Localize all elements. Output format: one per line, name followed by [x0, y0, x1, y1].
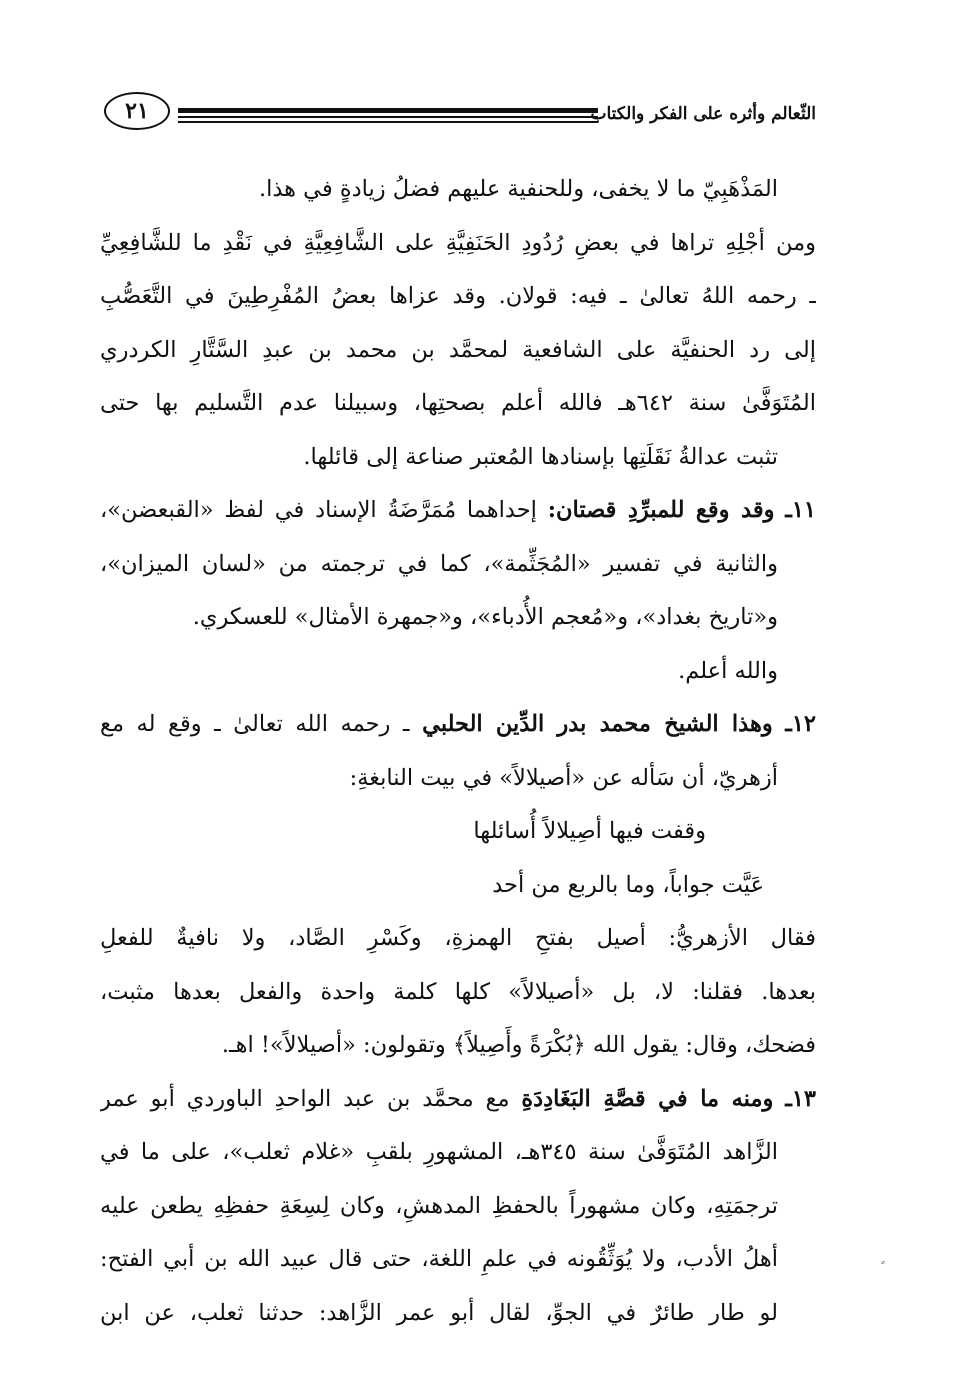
body-text — [100, 163, 816, 1340]
text-line — [100, 431, 816, 485]
item-lead: وقد وقع للمبرِّدِ قصتان: — [547, 497, 775, 523]
text-line — [100, 966, 816, 1020]
item-number: ١٢ـ — [785, 711, 816, 737]
text-line — [100, 484, 816, 538]
line-text: والله أعلم. — [678, 657, 778, 684]
text-line — [100, 1019, 816, 1073]
line-text: ـ رحمه الله تعالىٰ ـ وقع له مع — [100, 711, 410, 737]
line-text: ـ رحمه اللهُ تعالىٰ ـ فيه: قولان. وقد عزاها بعضُ المُفْرِطِينَ في التَّعَصُّبِ — [100, 283, 816, 309]
text-line — [100, 1126, 816, 1180]
text-line — [100, 1233, 816, 1287]
line-text: المَذْهَبِيّ ما لا يخفى، وللحنفية عليهم فضلُ زيادةٍ في هذا. — [258, 176, 778, 202]
text-line — [100, 805, 816, 859]
item-number: ١١ـ — [785, 497, 816, 523]
line-text: وقفت فيها أصِيلالاً أُسائلها — [473, 818, 706, 844]
page-header — [104, 88, 816, 140]
line-text: ومن أجْلِهِ تراها في بعضِ رُدُودِ الحَنَفِيَّةِ على الشَّافِعِيَّةِ في نَقْدِ ما للشَّافِعِيِّ — [100, 229, 816, 256]
line-text: لو طار طائرٌ في الجوِّ، لقال أبو عمر الزَّاهد: حدثنا ثعلب، عن ابن — [100, 1299, 778, 1326]
item-number: ١٣ـ — [785, 1085, 816, 1112]
text-line — [100, 324, 816, 378]
line-text: أهلُ الأدب، ولا يُوَثِّقُونه في علمِ اللغة، حتى قال عبيد الله بن أبي الفتح: — [100, 1246, 778, 1272]
line-text: الزَّاهد المُتَوَفَّىٰ سنة ٣٤٥هـ، المشهورِ بلقبِ «غلام ثعلب»، على ما في — [100, 1139, 778, 1165]
text-line — [100, 163, 816, 217]
line-text: والثانية في تفسير «المُجَثِّمة»، كما في ترجمته من «لسان الميزان»، — [100, 550, 778, 577]
line-text: أزهريّ، أن سَأله عن «أصيلالاً» في بيت النابغةِ: — [349, 764, 778, 791]
text-line — [100, 538, 816, 592]
line-text: فقال الأزهريُّ: أصيل بفتحِ الهمزةِ، وكَسْرِ الصَّاد، ولا نافيةٌ للفعلِ — [100, 925, 816, 951]
line-text: مع محمَّد بن عبد الواحدِ الباوردي أبو عمر — [100, 1085, 510, 1112]
line-text: المُتَوَفَّىٰ سنة ٦٤٢هـ فالله أعلم بصحتِها، وسبيلنا عدم التَّسليم بها حتى — [100, 390, 816, 416]
item-lead: ومنه ما في قصَّةِ البَغَادِدَةِ — [521, 1085, 774, 1112]
text-line — [100, 270, 816, 324]
text-line — [100, 377, 816, 431]
text-line — [100, 752, 816, 806]
item-lead: وهذا الشيخ محمد بدر الدِّين الحلبي — [422, 711, 773, 737]
text-line — [100, 1073, 816, 1127]
text-line — [100, 1180, 816, 1234]
text-line — [100, 217, 816, 271]
text-line — [100, 698, 816, 752]
text-line — [100, 1287, 816, 1341]
text-line — [100, 912, 816, 966]
header-rule — [178, 108, 598, 126]
line-text: بعدها. فقلنا: لا، بل «أصيلالاً» كلها كلمة واحدة والفعل بعدها مثبت، — [100, 978, 816, 1005]
line-text: إحداهما مُمَرَّضَةُ الإسناد في لفظ «القبعضن»، — [100, 497, 537, 523]
line-text: عَيَّت جواباً، وما بالربع من أحد — [492, 871, 764, 898]
line-text: إلى رد الحنفيَّة على الشافعية لمحمَّد بن محمد بن عبدِ السَّتَّارِ الكردري — [100, 336, 816, 363]
running-title: الثّعالم وأثره على الفكر والكتاب — [590, 104, 816, 124]
text-line — [100, 859, 816, 913]
line-text: و«تاريخ بغداد»، و«مُعجم الأُدباء»، و«جمهرة الأمثال» للعسكري. — [192, 604, 778, 630]
text-line — [100, 591, 816, 645]
line-text: ترجمَتِهِ، وكان مشهوراً بالحفظِ المدهشِ، وكان لِسِعَةِ حفظِهِ يطعن عليه — [100, 1192, 778, 1219]
line-text: تثبت عدالةُ نَقَلَتِها بإسنادها المُعتبر صناعة إلى قائلها. — [303, 443, 778, 470]
page-number: ٢١ — [104, 92, 170, 130]
text-line — [100, 645, 816, 699]
line-text: فضحك، وقال: يقول الله ﴿بُكْرَةً وأَصِيلاً﴾ وتقولون: «أصيلالاً»! اهـ. — [221, 1032, 816, 1058]
